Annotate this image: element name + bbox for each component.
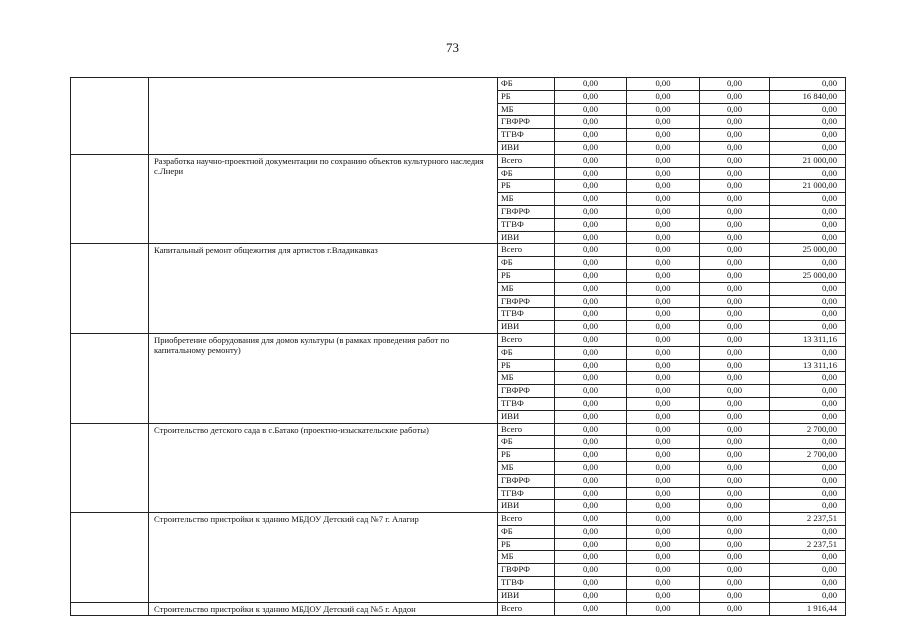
total-cell: 2 700,00 (770, 449, 846, 462)
value-cell-1: 0,00 (555, 538, 627, 551)
total-cell: 0,00 (770, 141, 846, 154)
value-cell-2: 0,00 (627, 410, 700, 423)
funding-source-cell: ИВИ (498, 321, 555, 334)
value-cell-2: 0,00 (627, 564, 700, 577)
funding-source-cell: ГВФРФ (498, 116, 555, 129)
value-cell-2: 0,00 (627, 116, 700, 129)
value-cell-1: 0,00 (555, 487, 627, 500)
value-cell-1: 0,00 (555, 167, 627, 180)
total-cell: 0,00 (770, 78, 846, 91)
funding-source-cell: ГВФРФ (498, 295, 555, 308)
value-cell-1: 0,00 (555, 103, 627, 116)
value-cell-1: 0,00 (555, 295, 627, 308)
value-cell-3: 0,00 (700, 321, 770, 334)
total-cell: 0,00 (770, 308, 846, 321)
total-cell: 0,00 (770, 474, 846, 487)
funding-source-cell: ГВФРФ (498, 564, 555, 577)
item-description: Разработка научно-проектной документации по сохранию объектов культурного наследия с.Лнери (149, 154, 498, 244)
value-cell-3: 0,00 (700, 257, 770, 270)
value-cell-1: 0,00 (555, 500, 627, 513)
total-cell: 0,00 (770, 295, 846, 308)
funding-source-cell: Всего (498, 513, 555, 526)
value-cell-2: 0,00 (627, 205, 700, 218)
value-cell-2: 0,00 (627, 525, 700, 538)
value-cell-3: 0,00 (700, 513, 770, 526)
value-cell-2: 0,00 (627, 295, 700, 308)
value-cell-3: 0,00 (700, 141, 770, 154)
budget-table (70, 77, 846, 616)
value-cell-1: 0,00 (555, 308, 627, 321)
total-cell: 25 000,00 (770, 269, 846, 282)
table-row (71, 513, 846, 526)
value-cell-2: 0,00 (627, 78, 700, 91)
value-cell-3: 0,00 (700, 577, 770, 590)
funding-source-cell: ТГВФ (498, 487, 555, 500)
total-cell: 0,00 (770, 397, 846, 410)
value-cell-2: 0,00 (627, 257, 700, 270)
funding-source-cell: ФБ (498, 525, 555, 538)
total-cell: 1 916,44 (770, 602, 846, 616)
funding-source-cell: ИВИ (498, 589, 555, 602)
funding-source-cell: ГВФРФ (498, 385, 555, 398)
value-cell-3: 0,00 (700, 129, 770, 142)
funding-source-cell: Всего (498, 423, 555, 436)
value-cell-3: 0,00 (700, 589, 770, 602)
funding-source-cell: РБ (498, 449, 555, 462)
value-cell-3: 0,00 (700, 78, 770, 91)
total-cell: 0,00 (770, 116, 846, 129)
total-cell: 0,00 (770, 410, 846, 423)
value-cell-2: 0,00 (627, 282, 700, 295)
funding-source-cell: ТГВФ (498, 397, 555, 410)
total-cell: 0,00 (770, 525, 846, 538)
funding-source-cell: ИВИ (498, 141, 555, 154)
value-cell-2: 0,00 (627, 372, 700, 385)
value-cell-2: 0,00 (627, 500, 700, 513)
value-cell-2: 0,00 (627, 423, 700, 436)
funding-source-cell: Всего (498, 154, 555, 167)
total-cell: 0,00 (770, 551, 846, 564)
funding-source-cell: Всего (498, 333, 555, 346)
value-cell-1: 0,00 (555, 231, 627, 244)
total-cell: 0,00 (770, 321, 846, 334)
value-cell-3: 0,00 (700, 346, 770, 359)
value-cell-2: 0,00 (627, 513, 700, 526)
value-cell-1: 0,00 (555, 218, 627, 231)
row-number-cell (71, 423, 149, 513)
value-cell-2: 0,00 (627, 308, 700, 321)
value-cell-2: 0,00 (627, 129, 700, 142)
value-cell-3: 0,00 (700, 436, 770, 449)
value-cell-2: 0,00 (627, 577, 700, 590)
value-cell-1: 0,00 (555, 359, 627, 372)
value-cell-1: 0,00 (555, 513, 627, 526)
value-cell-1: 0,00 (555, 193, 627, 206)
total-cell: 25 000,00 (770, 244, 846, 257)
value-cell-1: 0,00 (555, 244, 627, 257)
total-cell: 0,00 (770, 500, 846, 513)
funding-source-cell: ГВФРФ (498, 474, 555, 487)
value-cell-3: 0,00 (700, 525, 770, 538)
funding-source-cell: ИВИ (498, 410, 555, 423)
value-cell-2: 0,00 (627, 436, 700, 449)
total-cell: 13 311,16 (770, 333, 846, 346)
funding-source-cell: ТГВФ (498, 577, 555, 590)
value-cell-2: 0,00 (627, 602, 700, 616)
funding-source-cell: РБ (498, 359, 555, 372)
value-cell-2: 0,00 (627, 333, 700, 346)
funding-source-cell: Всего (498, 244, 555, 257)
funding-source-cell: МБ (498, 461, 555, 474)
total-cell: 0,00 (770, 103, 846, 116)
funding-source-cell: ТГВФ (498, 218, 555, 231)
item-description: Приобретение оборудования для домов культуры (в рамках проведения работ по капитальному ремонту) (149, 333, 498, 423)
total-cell: 0,00 (770, 385, 846, 398)
value-cell-2: 0,00 (627, 231, 700, 244)
value-cell-3: 0,00 (700, 500, 770, 513)
value-cell-3: 0,00 (700, 385, 770, 398)
funding-source-cell: МБ (498, 551, 555, 564)
value-cell-1: 0,00 (555, 116, 627, 129)
row-number-cell (71, 154, 149, 244)
value-cell-2: 0,00 (627, 269, 700, 282)
value-cell-2: 0,00 (627, 244, 700, 257)
total-cell: 0,00 (770, 257, 846, 270)
row-number-cell (71, 602, 149, 616)
total-cell: 0,00 (770, 461, 846, 474)
value-cell-2: 0,00 (627, 321, 700, 334)
value-cell-1: 0,00 (555, 525, 627, 538)
value-cell-2: 0,00 (627, 385, 700, 398)
funding-source-cell: ФБ (498, 167, 555, 180)
value-cell-1: 0,00 (555, 551, 627, 564)
funding-source-cell: ФБ (498, 78, 555, 91)
value-cell-3: 0,00 (700, 333, 770, 346)
value-cell-3: 0,00 (700, 218, 770, 231)
funding-source-cell: ИВИ (498, 231, 555, 244)
funding-source-cell: РБ (498, 180, 555, 193)
total-cell: 21 000,00 (770, 154, 846, 167)
value-cell-1: 0,00 (555, 141, 627, 154)
total-cell: 0,00 (770, 577, 846, 590)
value-cell-1: 0,00 (555, 78, 627, 91)
value-cell-3: 0,00 (700, 359, 770, 372)
row-number-cell (71, 78, 149, 155)
value-cell-3: 0,00 (700, 308, 770, 321)
value-cell-3: 0,00 (700, 449, 770, 462)
value-cell-3: 0,00 (700, 90, 770, 103)
value-cell-3: 0,00 (700, 295, 770, 308)
value-cell-3: 0,00 (700, 564, 770, 577)
value-cell-2: 0,00 (627, 180, 700, 193)
table-row (71, 78, 846, 91)
value-cell-2: 0,00 (627, 449, 700, 462)
item-description: Строительство пристройки к зданию МБДОУ Детский сад №7 г. Алагир (149, 513, 498, 603)
value-cell-3: 0,00 (700, 602, 770, 616)
funding-source-cell: ГВФРФ (498, 205, 555, 218)
value-cell-3: 0,00 (700, 244, 770, 257)
item-description: Строительство детского сада в с.Батако (проектно-изыскательские работы) (149, 423, 498, 513)
funding-source-cell: МБ (498, 282, 555, 295)
total-cell: 0,00 (770, 436, 846, 449)
value-cell-2: 0,00 (627, 141, 700, 154)
total-cell: 0,00 (770, 129, 846, 142)
page-number: 73 (446, 40, 459, 55)
value-cell-2: 0,00 (627, 103, 700, 116)
value-cell-1: 0,00 (555, 564, 627, 577)
row-number-cell (71, 513, 149, 603)
value-cell-1: 0,00 (555, 589, 627, 602)
value-cell-2: 0,00 (627, 154, 700, 167)
value-cell-2: 0,00 (627, 167, 700, 180)
value-cell-3: 0,00 (700, 487, 770, 500)
value-cell-1: 0,00 (555, 321, 627, 334)
table-row (71, 333, 846, 346)
value-cell-3: 0,00 (700, 372, 770, 385)
value-cell-3: 0,00 (700, 193, 770, 206)
total-cell: 2 237,51 (770, 513, 846, 526)
value-cell-1: 0,00 (555, 461, 627, 474)
value-cell-1: 0,00 (555, 385, 627, 398)
value-cell-2: 0,00 (627, 474, 700, 487)
value-cell-1: 0,00 (555, 282, 627, 295)
funding-source-cell: ИВИ (498, 500, 555, 513)
value-cell-3: 0,00 (700, 269, 770, 282)
table-row (71, 244, 846, 257)
value-cell-1: 0,00 (555, 90, 627, 103)
value-cell-3: 0,00 (700, 461, 770, 474)
value-cell-1: 0,00 (555, 180, 627, 193)
value-cell-1: 0,00 (555, 449, 627, 462)
funding-source-cell: МБ (498, 103, 555, 116)
total-cell: 0,00 (770, 487, 846, 500)
value-cell-3: 0,00 (700, 180, 770, 193)
value-cell-1: 0,00 (555, 397, 627, 410)
value-cell-2: 0,00 (627, 487, 700, 500)
value-cell-3: 0,00 (700, 231, 770, 244)
funding-source-cell: МБ (498, 372, 555, 385)
table-row (71, 154, 846, 167)
value-cell-2: 0,00 (627, 589, 700, 602)
value-cell-1: 0,00 (555, 346, 627, 359)
funding-source-cell: ФБ (498, 257, 555, 270)
total-cell: 13 311,16 (770, 359, 846, 372)
row-number-cell (71, 333, 149, 423)
total-cell: 21 000,00 (770, 180, 846, 193)
total-cell: 0,00 (770, 589, 846, 602)
row-number-cell (71, 244, 149, 334)
value-cell-3: 0,00 (700, 282, 770, 295)
funding-source-cell: Всего (498, 602, 555, 616)
value-cell-1: 0,00 (555, 602, 627, 616)
total-cell: 0,00 (770, 231, 846, 244)
value-cell-1: 0,00 (555, 257, 627, 270)
value-cell-2: 0,00 (627, 538, 700, 551)
value-cell-1: 0,00 (555, 205, 627, 218)
item-description: Капитальный ремонт общежития для артистов г.Владикавказ (149, 244, 498, 334)
item-description: Строительство пристройки к зданию МБДОУ Детский сад №5 г. Ардон (149, 602, 498, 616)
value-cell-1: 0,00 (555, 474, 627, 487)
value-cell-1: 0,00 (555, 423, 627, 436)
total-cell: 2 700,00 (770, 423, 846, 436)
value-cell-2: 0,00 (627, 397, 700, 410)
value-cell-3: 0,00 (700, 103, 770, 116)
total-cell: 0,00 (770, 564, 846, 577)
funding-source-cell: ФБ (498, 346, 555, 359)
value-cell-3: 0,00 (700, 205, 770, 218)
value-cell-1: 0,00 (555, 333, 627, 346)
value-cell-2: 0,00 (627, 193, 700, 206)
total-cell: 0,00 (770, 205, 846, 218)
value-cell-1: 0,00 (555, 410, 627, 423)
value-cell-2: 0,00 (627, 346, 700, 359)
value-cell-3: 0,00 (700, 167, 770, 180)
value-cell-1: 0,00 (555, 269, 627, 282)
value-cell-1: 0,00 (555, 372, 627, 385)
value-cell-2: 0,00 (627, 551, 700, 564)
funding-source-cell: ТГВФ (498, 129, 555, 142)
value-cell-3: 0,00 (700, 423, 770, 436)
value-cell-2: 0,00 (627, 461, 700, 474)
total-cell: 2 237,51 (770, 538, 846, 551)
value-cell-2: 0,00 (627, 90, 700, 103)
value-cell-3: 0,00 (700, 397, 770, 410)
value-cell-3: 0,00 (700, 538, 770, 551)
item-description (149, 78, 498, 155)
total-cell: 0,00 (770, 282, 846, 295)
funding-source-cell: ФБ (498, 436, 555, 449)
value-cell-3: 0,00 (700, 154, 770, 167)
funding-source-cell: РБ (498, 538, 555, 551)
funding-source-cell: РБ (498, 269, 555, 282)
table-body (71, 78, 846, 616)
value-cell-3: 0,00 (700, 116, 770, 129)
value-cell-1: 0,00 (555, 577, 627, 590)
funding-source-cell: РБ (498, 90, 555, 103)
value-cell-1: 0,00 (555, 129, 627, 142)
value-cell-2: 0,00 (627, 218, 700, 231)
total-cell: 0,00 (770, 193, 846, 206)
value-cell-1: 0,00 (555, 154, 627, 167)
table-row (71, 423, 846, 436)
funding-source-cell: МБ (498, 193, 555, 206)
value-cell-1: 0,00 (555, 436, 627, 449)
value-cell-2: 0,00 (627, 359, 700, 372)
total-cell: 0,00 (770, 346, 846, 359)
table-row (71, 602, 846, 616)
value-cell-3: 0,00 (700, 410, 770, 423)
funding-source-cell: ТГВФ (498, 308, 555, 321)
value-cell-3: 0,00 (700, 551, 770, 564)
total-cell: 0,00 (770, 218, 846, 231)
total-cell: 0,00 (770, 167, 846, 180)
value-cell-3: 0,00 (700, 474, 770, 487)
total-cell: 16 840,00 (770, 90, 846, 103)
total-cell: 0,00 (770, 372, 846, 385)
